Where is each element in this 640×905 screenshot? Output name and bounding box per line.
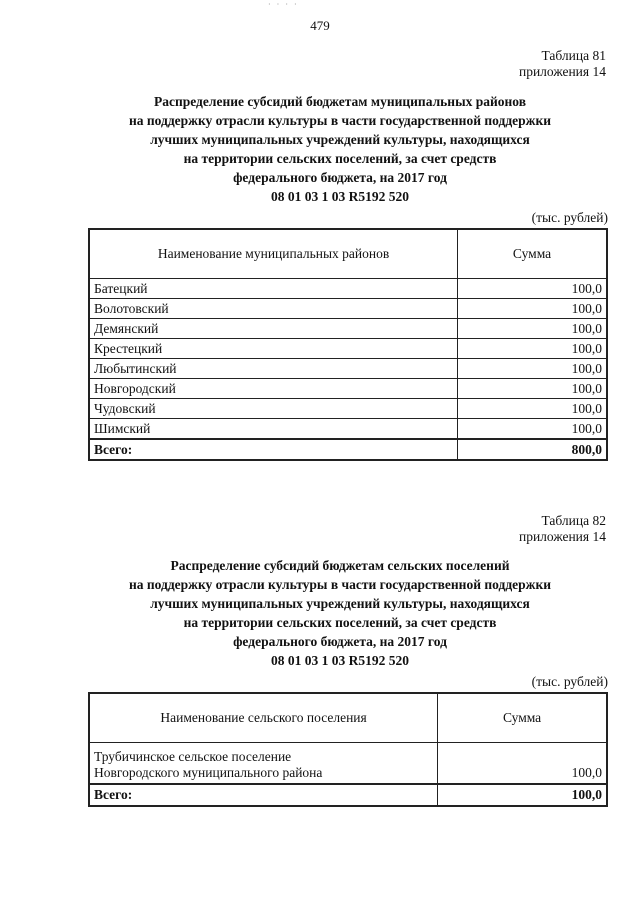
title-line: на поддержку отрасли культуры в части государственной поддержки [128,113,552,128]
district-name: Крестецкий [89,339,458,359]
total-sum: 800,0 [458,439,607,460]
title-line: федерального бюджета, на 2017 год [233,170,447,185]
title-line: Распределение субсидий бюджетам сельских поселений [170,558,510,573]
title-line: на территории сельских поселений, за счет средств [183,615,497,630]
table-row [89,319,607,339]
table81-number: Таблица 81 [541,48,606,63]
district-sum: 100,0 [458,339,607,359]
title-line: Распределение субсидий бюджетам муниципальных районов [153,94,527,109]
table-row [89,399,607,419]
district-sum: 100,0 [458,399,607,419]
table-row [89,339,607,359]
title-line: на территории сельских поселений, за счет средств [183,151,497,166]
settlement-name-line1: Трубичинское сельское поселение [94,749,292,764]
district-name: Чудовский [89,399,458,419]
budget-code: 08 01 03 1 03 R5192 520 [271,189,409,204]
table81 [88,228,608,461]
settlement-name [89,743,438,785]
district-name: Батецкий [89,279,458,299]
table82-reference [519,513,606,545]
district-sum: 100,0 [458,279,607,299]
district-sum: 100,0 [458,359,607,379]
table82-units: (тыс. рублей) [531,674,608,689]
table81-reference [519,48,606,80]
scan-marks: · · · · [268,0,299,9]
district-name: Любытинский [89,359,458,379]
column-header-name: Наименование сельского поселения [89,693,438,743]
table82 [88,692,608,807]
district-sum: 100,0 [458,319,607,339]
settlement-name-line2: Новгородского муниципального района [94,765,323,780]
total-sum: 100,0 [438,784,607,806]
title-line: федерального бюджета, на 2017 год [233,634,447,649]
table-header-row [89,229,607,279]
title-line: на поддержку отрасли культуры в части государственной поддержки [128,577,552,592]
total-label: Всего: [89,784,438,806]
table82-title [60,556,620,670]
title-line: лучших муниципальных учреждений культуры, находящихся [150,596,530,611]
table-row [89,419,607,440]
total-row [89,439,607,460]
table-row [89,379,607,399]
total-label: Всего: [89,439,458,460]
table82-appendix: приложения 14 [518,529,606,544]
district-name: Волотовский [89,299,458,319]
district-sum: 100,0 [458,379,607,399]
table-row [89,299,607,319]
table81-title [60,92,620,206]
district-name: Демянский [89,319,458,339]
table81-appendix: приложения 14 [518,64,606,79]
column-header-sum: Сумма [458,229,607,279]
column-header-sum: Сумма [438,693,607,743]
table81-units: (тыс. рублей) [531,210,608,225]
table-row [89,279,607,299]
table-row [89,359,607,379]
total-row [89,784,607,806]
district-sum: 100,0 [458,299,607,319]
title-line: лучших муниципальных учреждений культуры, находящихся [150,132,530,147]
settlement-sum: 100,0 [438,743,607,785]
table-row [89,743,607,785]
district-name: Новгородский [89,379,458,399]
budget-code: 08 01 03 1 03 R5192 520 [271,653,409,668]
district-sum: 100,0 [458,419,607,440]
column-header-name: Наименование муниципальных районов [89,229,458,279]
page-number: 479 [310,18,330,33]
table-header-row [89,693,607,743]
district-name: Шимский [89,419,458,440]
table82-number: Таблица 82 [541,513,606,528]
